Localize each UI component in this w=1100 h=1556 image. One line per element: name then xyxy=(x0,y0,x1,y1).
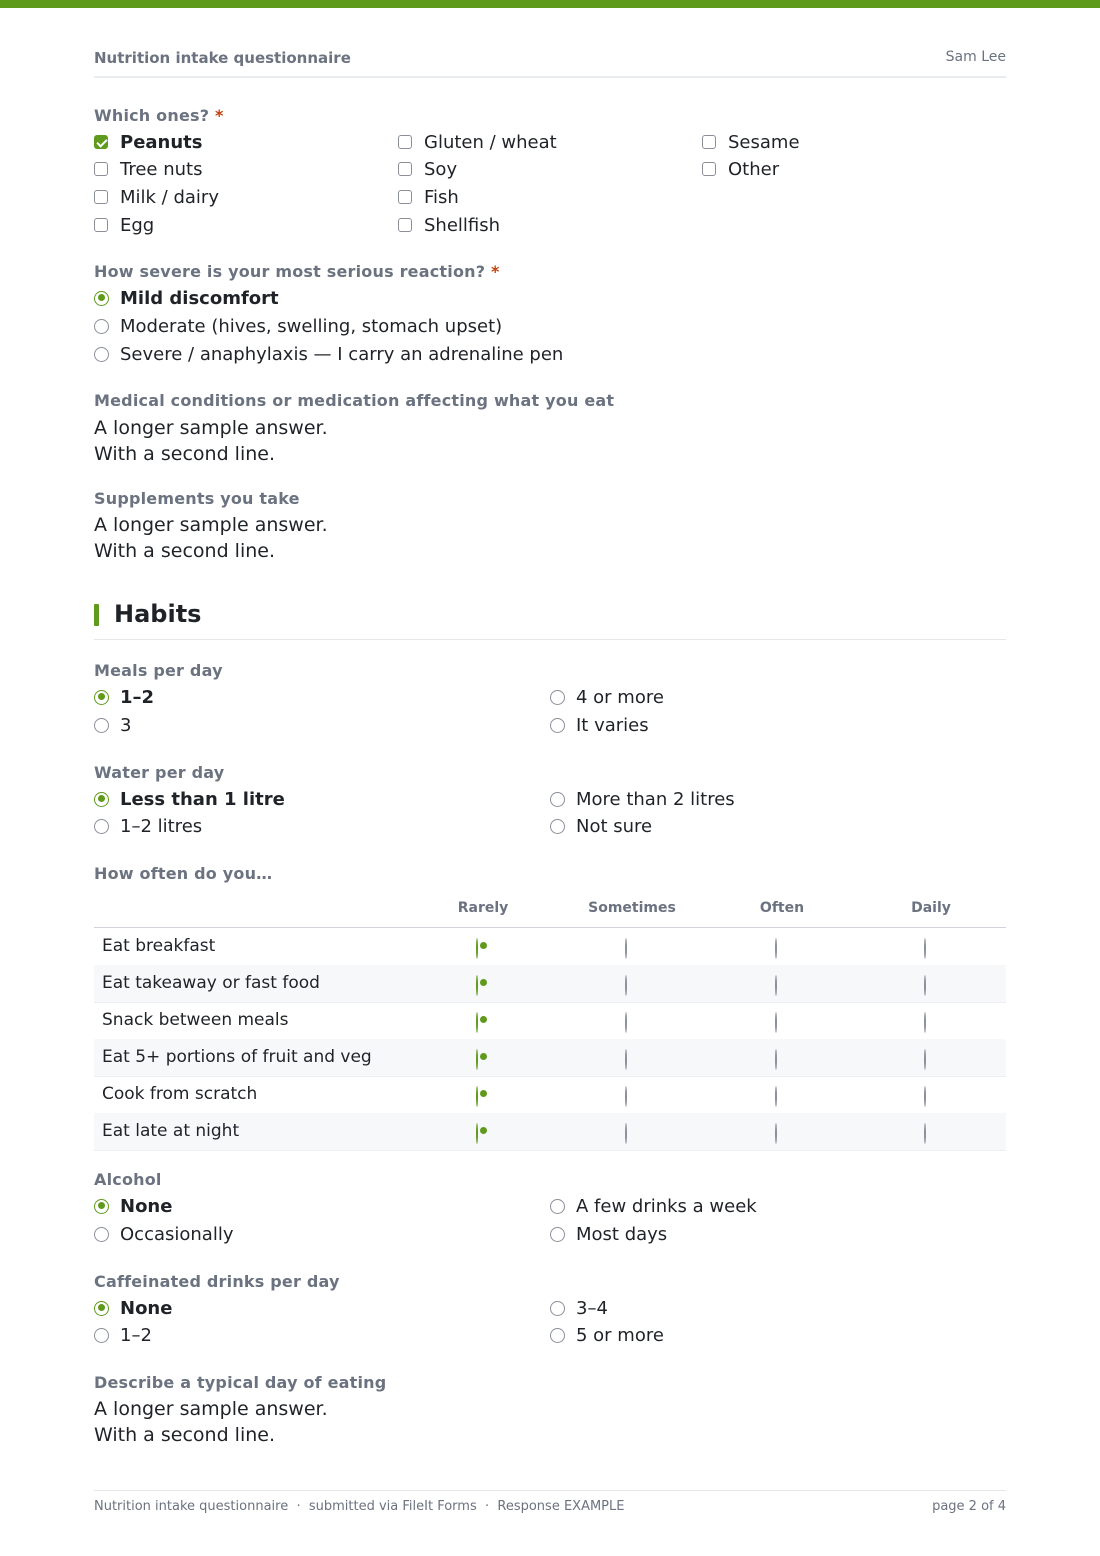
option-label: 5 or more xyxy=(576,1324,664,1346)
radio-selected-icon[interactable] xyxy=(94,792,109,807)
matrix-col-sometimes: Sometimes xyxy=(588,900,676,916)
page-number: page 2 of 4 xyxy=(932,1499,1006,1514)
page-footer xyxy=(94,1490,1006,1521)
radio-selected-icon[interactable] xyxy=(94,690,109,705)
typical-day-label: Describe a typical day of eating xyxy=(94,1373,387,1392)
radio-selected-icon[interactable] xyxy=(476,1012,478,1033)
checkbox-icon[interactable] xyxy=(94,162,108,176)
radio-selected-icon[interactable] xyxy=(476,1049,478,1070)
checkbox-checked-icon[interactable] xyxy=(94,135,108,149)
radio-icon[interactable] xyxy=(924,975,926,996)
matrix-cell-radio[interactable] xyxy=(625,1124,640,1139)
supplements-label: Supplements you take xyxy=(94,489,300,508)
radio-icon[interactable] xyxy=(625,1123,627,1144)
radio-icon[interactable] xyxy=(775,975,777,996)
accent-top-bar xyxy=(0,0,1100,8)
matrix-cell-radio[interactable] xyxy=(775,976,790,991)
option-label: Gluten / wheat xyxy=(424,131,557,153)
radio-icon[interactable] xyxy=(94,1328,109,1343)
radio-icon[interactable] xyxy=(550,718,565,733)
option-label: Other xyxy=(728,158,780,180)
matrix-row-label: Eat breakfast xyxy=(102,936,216,956)
radio-icon[interactable] xyxy=(550,1301,565,1316)
water-option-more-2[interactable] xyxy=(550,788,735,810)
matrix-cell-radio[interactable] xyxy=(775,1087,790,1102)
matrix-cell-radio[interactable] xyxy=(775,939,790,954)
alcohol-option-occasionally[interactable] xyxy=(94,1223,233,1245)
radio-icon[interactable] xyxy=(94,347,109,362)
matrix-row-label: Snack between meals xyxy=(102,1010,289,1030)
radio-icon[interactable] xyxy=(550,1328,565,1343)
allergen-option-soy[interactable] xyxy=(398,158,457,180)
allergen-option-milk[interactable] xyxy=(94,186,219,208)
required-mark: * xyxy=(491,262,500,281)
option-label: Sesame xyxy=(728,131,800,153)
option-label: Less than 1 litre xyxy=(120,788,285,810)
matrix-cell-radio[interactable] xyxy=(924,1087,939,1102)
option-label: Tree nuts xyxy=(120,158,203,180)
matrix-cell-radio[interactable] xyxy=(476,976,491,991)
matrix-col-daily: Daily xyxy=(911,900,951,916)
severity-label-text: How severe is your most serious reaction? xyxy=(94,262,486,281)
radio-icon[interactable] xyxy=(550,1227,565,1242)
meals-option-varies[interactable] xyxy=(550,714,649,736)
water-label: Water per day xyxy=(94,763,225,782)
supplements-answer: A longer sample answer. With a second line. xyxy=(94,514,328,562)
matrix-cell-radio[interactable] xyxy=(625,939,640,954)
matrix-cell-radio[interactable] xyxy=(476,1050,491,1065)
radio-icon[interactable] xyxy=(94,319,109,334)
matrix-cell-radio[interactable] xyxy=(625,976,640,991)
radio-selected-icon[interactable] xyxy=(476,1086,478,1107)
allergen-option-peanuts[interactable] xyxy=(94,131,203,153)
matrix-col-often: Often xyxy=(759,900,805,916)
matrix-row-label: Eat 5+ portions of fruit and veg xyxy=(102,1047,372,1067)
matrix-row xyxy=(94,1039,1006,1077)
water-option-1-2[interactable] xyxy=(94,815,202,837)
typical-day-answer: A longer sample answer. With a second line. xyxy=(94,1398,328,1446)
option-label: Mild discomfort xyxy=(120,287,279,309)
alcohol-option-most-days[interactable] xyxy=(550,1223,667,1245)
matrix-cell-radio[interactable] xyxy=(775,1013,790,1028)
checkbox-icon[interactable] xyxy=(702,162,716,176)
allergen-option-gluten[interactable] xyxy=(398,131,557,153)
radio-selected-icon[interactable] xyxy=(476,1123,478,1144)
caffeine-option-5-plus[interactable] xyxy=(550,1324,664,1346)
option-label: Shellfish xyxy=(424,214,501,236)
matrix-cell-radio[interactable] xyxy=(476,1087,491,1102)
meals-option-1-2[interactable] xyxy=(94,686,154,708)
matrix-row xyxy=(94,965,1006,1003)
severity-option-mild[interactable] xyxy=(94,287,279,309)
medical-label: Medical conditions or medication affecting what you eat xyxy=(94,391,615,410)
matrix-header xyxy=(94,896,1006,928)
option-label: 3–4 xyxy=(576,1297,608,1319)
allergen-option-shellfish[interactable] xyxy=(398,214,500,236)
form-title: Nutrition intake questionnaire xyxy=(94,49,351,67)
radio-icon[interactable] xyxy=(924,1049,926,1070)
radio-icon[interactable] xyxy=(550,819,565,834)
allergens-label-text: Which ones? xyxy=(94,106,210,125)
footer-text: Nutrition intake questionnaire · submitted via FileIt Forms · Response EXAMPLE xyxy=(94,1499,625,1514)
radio-selected-icon[interactable] xyxy=(94,1301,109,1316)
radio-icon[interactable] xyxy=(924,1086,926,1107)
frequency-label: How often do you… xyxy=(94,864,273,883)
matrix-col-rarely: Rarely xyxy=(457,900,509,916)
radio-selected-icon[interactable] xyxy=(94,1199,109,1214)
caffeine-option-none[interactable] xyxy=(94,1297,172,1319)
checkbox-icon[interactable] xyxy=(702,135,716,149)
option-label: Fish xyxy=(424,186,459,208)
option-label: None xyxy=(120,1297,173,1319)
radio-icon[interactable] xyxy=(625,1049,627,1070)
option-label: 1–2 xyxy=(120,686,155,708)
matrix-cell-radio[interactable] xyxy=(924,1013,939,1028)
radio-icon[interactable] xyxy=(775,1049,777,1070)
matrix-row xyxy=(94,1113,1006,1151)
radio-selected-icon[interactable] xyxy=(476,938,478,959)
caffeine-label: Caffeinated drinks per day xyxy=(94,1272,340,1291)
matrix-cell-radio[interactable] xyxy=(476,1124,491,1139)
radio-selected-icon[interactable] xyxy=(476,975,478,996)
alcohol-option-few-week[interactable] xyxy=(550,1195,757,1217)
radio-icon[interactable] xyxy=(775,938,777,959)
radio-icon[interactable] xyxy=(924,1123,926,1144)
matrix-cell-radio[interactable] xyxy=(775,1050,790,1065)
radio-icon[interactable] xyxy=(924,1012,926,1033)
allergen-option-other[interactable] xyxy=(702,158,779,180)
checkbox-icon[interactable] xyxy=(398,162,412,176)
matrix-cell-radio[interactable] xyxy=(625,1013,640,1028)
allergen-option-fish[interactable] xyxy=(398,186,459,208)
option-label: Soy xyxy=(424,158,458,180)
option-label: More than 2 litres xyxy=(576,788,735,810)
alcohol-label: Alcohol xyxy=(94,1170,162,1189)
matrix-cell-radio[interactable] xyxy=(476,939,491,954)
option-label: 3 xyxy=(120,714,132,736)
option-label: Peanuts xyxy=(120,131,203,153)
allergen-option-tree-nuts[interactable] xyxy=(94,158,202,180)
radio-icon[interactable] xyxy=(550,792,565,807)
matrix-cell-radio[interactable] xyxy=(924,939,939,954)
allergens-label xyxy=(94,106,224,125)
matrix-row xyxy=(94,1002,1006,1040)
radio-icon[interactable] xyxy=(625,975,627,996)
option-label: None xyxy=(120,1195,173,1217)
page-header xyxy=(94,48,1006,78)
required-mark: * xyxy=(215,106,224,125)
matrix-cell-radio[interactable] xyxy=(924,976,939,991)
respondent-name: Sam Lee xyxy=(945,49,1006,65)
matrix-cell-radio[interactable] xyxy=(924,1050,939,1065)
radio-icon[interactable] xyxy=(625,1012,627,1033)
radio-icon[interactable] xyxy=(550,1199,565,1214)
option-label: Milk / dairy xyxy=(120,186,219,208)
checkbox-icon[interactable] xyxy=(94,218,108,232)
matrix-cell-radio[interactable] xyxy=(476,1013,491,1028)
matrix-cell-radio[interactable] xyxy=(775,1124,790,1139)
alcohol-option-none[interactable] xyxy=(94,1195,172,1217)
option-label: A few drinks a week xyxy=(576,1195,757,1217)
radio-icon[interactable] xyxy=(775,1086,777,1107)
radio-icon[interactable] xyxy=(94,718,109,733)
section-habits xyxy=(94,600,1006,640)
radio-icon[interactable] xyxy=(625,1086,627,1107)
radio-icon[interactable] xyxy=(94,1227,109,1242)
radio-icon[interactable] xyxy=(625,938,627,959)
radio-selected-icon[interactable] xyxy=(94,291,109,306)
option-label: Severe / anaphylaxis — I carry an adrenaline pen xyxy=(120,343,564,365)
radio-icon[interactable] xyxy=(924,938,926,959)
matrix-cell-radio[interactable] xyxy=(625,1087,640,1102)
severity-label xyxy=(94,262,500,281)
checkbox-icon[interactable] xyxy=(398,190,412,204)
meals-option-4-plus[interactable] xyxy=(550,686,664,708)
checkbox-icon[interactable] xyxy=(398,218,412,232)
matrix-row-label: Eat takeaway or fast food xyxy=(102,973,320,993)
option-label: It varies xyxy=(576,714,649,736)
option-label: Moderate (hives, swelling, stomach upset) xyxy=(120,315,503,337)
water-option-less-1[interactable] xyxy=(94,788,285,810)
allergen-option-sesame[interactable] xyxy=(702,131,800,153)
option-label: 1–2 xyxy=(120,1324,152,1346)
matrix-row xyxy=(94,928,1006,966)
radio-icon[interactable] xyxy=(775,1123,777,1144)
matrix-row xyxy=(94,1076,1006,1114)
allergen-option-egg[interactable] xyxy=(94,214,154,236)
medical-answer: A longer sample answer. With a second line. xyxy=(94,417,328,465)
severity-option-severe[interactable] xyxy=(94,343,563,365)
matrix-cell-radio[interactable] xyxy=(625,1050,640,1065)
option-label: 4 or more xyxy=(576,686,664,708)
meals-option-3[interactable] xyxy=(94,714,131,736)
radio-icon[interactable] xyxy=(94,819,109,834)
matrix-row-label: Eat late at night xyxy=(102,1121,240,1141)
radio-icon[interactable] xyxy=(775,1012,777,1033)
radio-icon[interactable] xyxy=(550,690,565,705)
matrix-cell-radio[interactable] xyxy=(924,1124,939,1139)
option-label: 1–2 litres xyxy=(120,815,203,837)
option-label: Egg xyxy=(120,214,155,236)
option-label: Not sure xyxy=(576,815,653,837)
section-title: Habits xyxy=(114,600,202,628)
meals-label: Meals per day xyxy=(94,661,223,680)
option-label: Most days xyxy=(576,1223,668,1245)
matrix-row-label: Cook from scratch xyxy=(102,1084,258,1104)
caffeine-option-1-2[interactable] xyxy=(94,1324,152,1346)
checkbox-icon[interactable] xyxy=(398,135,412,149)
checkbox-icon[interactable] xyxy=(94,190,108,204)
severity-option-moderate[interactable] xyxy=(94,315,502,337)
option-label: Occasionally xyxy=(120,1223,234,1245)
section-accent-bar xyxy=(94,604,99,626)
water-option-not-sure[interactable] xyxy=(550,815,652,837)
caffeine-option-3-4[interactable] xyxy=(550,1297,608,1319)
